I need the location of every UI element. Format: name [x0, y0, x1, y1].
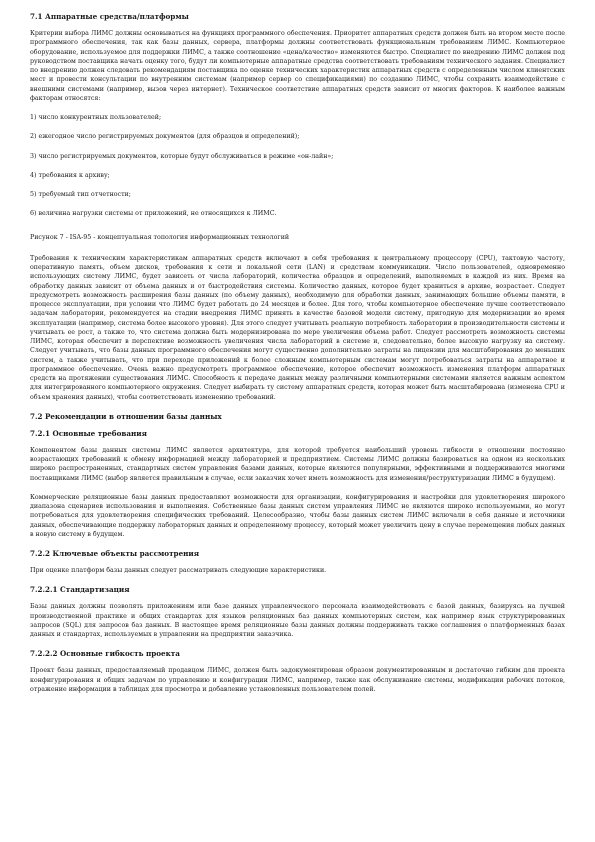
paragraph-7-2-2-1: Базы данных должны позволять приложениям или базе данных управленческого персонала взаимодействовать с базой данных, базируясь на лучшей производственной практике и общих стандартах для языков реляционных баз данных компьютерных систем, как например язык структурированных запросов (SQL) для запросов баз данных. В настоящее время реляционные базы данных должны поддерживать также соглашения о платформенных базах данных и стандартах, используемых в управлении на предприятии заказчика.	[30, 603, 565, 638]
section-heading-7-1: 7.1 Аппаратные средства/платформы	[30, 12, 189, 21]
section-heading-7-2-1: 7.2.1 Основные требования	[30, 428, 147, 438]
list-item: 3) число регистрируемых документов, которые будут обслуживаться в режиме «он-лайн»;	[30, 152, 334, 160]
section-heading-7-2: 7.2 Рекомендации в отношении базы данных	[30, 411, 222, 421]
paragraph-7-2-2-2: Проект базы данных, предоставляемый продавцом ЛИМС, должен быть задокументирован образом документированным и достаточно гибким для проекта конфигурирования и общих задачам по управлению и конфигурации ЛИМС, например, также как обслуживание системы, модификации рабочих потоков, отражение информации в таблицах для просмотра и добавление установленных пользователем полей.	[30, 667, 565, 693]
list-item: 6) величина нагрузки системы от приложений, не относящихся к ЛИМС.	[30, 210, 277, 218]
figure-caption: Рисунок 7 - ISA-95 - концептуальная топология информационных технологий	[30, 233, 290, 241]
list-item: 2) ежегодное число регистрируемых документов (для образцов и определений);	[30, 133, 300, 141]
list-item: 4) требования к архиву;	[30, 171, 110, 179]
list-item: 5) требуемый тип отчетности;	[30, 191, 131, 198]
section-heading-7-2-2-1: 7.2.2.1 Стандартизация	[30, 585, 130, 595]
list-item: 1) число конкурентных пользователей;	[30, 114, 162, 121]
section-heading-7-2-2-2: 7.2.2.2 Основные гибкость проекта	[30, 649, 180, 659]
section-heading-7-2-2: 7.2.2 Ключевые объекты рассмотрения	[30, 549, 200, 558]
paragraph-7-1-hardware: Требования к техническим характеристикам аппаратных средств включают в себя требования к центральному процессору (CPU), тактовую частоту, оперативную память, объем дисков, требования к сети и локальной сети (LAN) и средствам коммуникации. Число пользователей, одновременно использующих систему ЛИМС, будет зависеть от числа лабораторий, количества образцов и определений, выполняемых в каждой из них. Время на обработку данных зависит от объема данных и от быстродействия системы. Количество данных, которое будет храниться в архиве, возрастает. Следует предусмотреть возможность расширения базы данных (по объему данных), необходимую для обработки данных, занимающих большие объемы памяти, в процессе эксплуатации, при условии что ЛИМС будет работать до 24 месяцев и более. Для того, чтобы компьютерное обеспечение лучше соответствовало задачам лаборатории, рекомендуется на стадии внедрения ЛИМС принять в качестве базовой модели систему, пригодную для модернизации во время эксплуатации (например, система более высокого уровня). Для этого следует учитывать реальную потребность лаборатории в производительности системы и учитывать ее рост, а также то, что система должна быть модернизирована по мере увеличения объема работ. Следует рассмотреть возможность системы ЛИМС, которая обеспечит в перспективе возможность увеличения числа лабораторий в системе и, следовательно, более высокую нагрузку на систему. Следует учитывать, что базы данных программного обеспечения могут существенно дополнительно затраты на лицензии для масштабирования до меньших систем, а также учитывать, что при переходе приложений к более сложным компьютерным системам могут потребоваться затраты на аппаратное и программное обеспечение. Очень важно предусмотреть программное обеспечение, которое обеспечит возможность изменения платформ аппаратных средств на протяжении существования ЛИМС. Способность к передаче данных между различными компьютерными системами является важным аспектом для интегрированного компьютерного окружения. Следует выбирать ту систему аппаратных средств, которая может быть масштабирована (изменена CPU и объем хранения данных), чтобы соответствовать изменению требований.	[30, 254, 565, 401]
paragraph-7-1-intro: Критерии выбора ЛИМС должны основываться на функциях программного обеспечения. Приоритет аппаратных средств должен быть на втором месте после программного обеспечения, так как базы данных, сервера, платформы должны соответствовать функциональным требованиям ЛИМС. Компьютерное оборудование, используемое для поддержки ЛИМС, а также соотношение «цена/качество» изменяются быстро. Специалист по внедрению ЛИМС должен под руководством поставщика начать оценку того, будут ли компьютерные аппаратные средства соответствовать требованиям технического задания. Специалист по внедрению должен следовать рекомендациям поставщика по оценке технических характеристик аппаратных средств с определенным числом клиентских мест и провести консультации по внутренним системам (например сервер со спецификациями) по созданию ЛИМС, чтобы сохранить взаимодействие с внешними системами (например, вызов через интернет). Техническое соответствие аппаратных средств зависит от многих факторов. К наиболее важным факторам относятся:	[30, 30, 565, 102]
factor-list	[30, 113, 565, 219]
document-page	[30, 12, 565, 704]
paragraph-7-2-1-b: Коммерческие реляционные базы данных предоставляют возможности для организации, конфигурирования и настройки для удовлетворения широкого диапазона сценариев использования и выполнения. Собственные базы данных систем управления ЛИМС не являются широко используемыми, но могут потребоваться для удовлетворения специфических требований. Целесообразно, чтобы базы данных систем ЛИМС включали в себя данные и источники данных, обеспечивающие поддержку лабораторных данных и определенному процессу, который может увеличить цену в случае перемещения любых данных в новую систему в будущем.	[30, 493, 565, 538]
paragraph-7-2-1-a: Компонентом базы данных системы ЛИМС является архитектура, для которой требуется наибольший уровень гибкости в отношении постоянно возрастающих требований к обмену информацией между лабораторией и предприятием. Системы ЛИМС должны базироваться на одном из нескольких широко распространенных, стандартных систем управления базами данных, которые являются популярными, эффективными и поддерживаются многими поставщиками ЛИМС (выбор является правильным в случае, если заказчик хочет иметь возможность для изменения/реструктуризации ЛИМС в будущем).	[30, 446, 565, 482]
paragraph-7-2-2: При оценке платформ базы данных следует рассматривать следующие характеристики.	[30, 567, 327, 574]
